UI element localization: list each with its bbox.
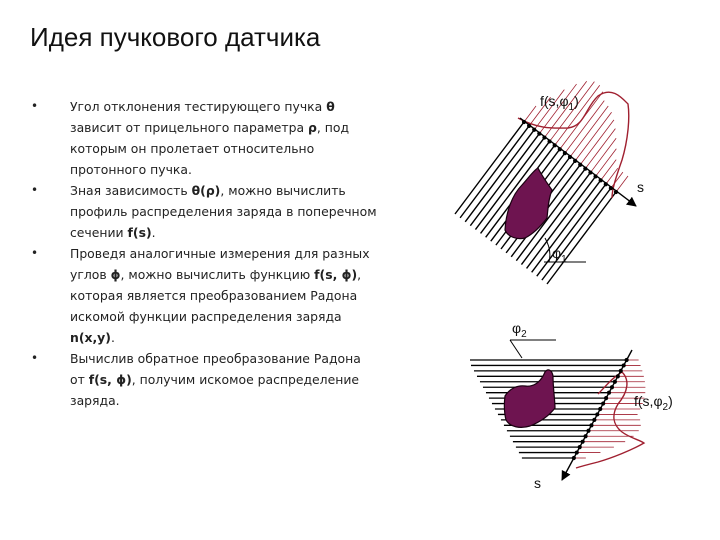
detector-dot — [583, 167, 587, 171]
bullet-dot-icon: • — [31, 246, 39, 260]
detector-dot — [622, 363, 626, 367]
bullet-term: f(s, ϕ) — [314, 267, 358, 282]
detector-dot — [586, 429, 590, 433]
profile-hatch-line — [575, 112, 611, 161]
detector-dot — [595, 412, 599, 416]
detector-dot — [532, 128, 536, 132]
detector-dot — [568, 155, 572, 159]
detector-dot — [593, 174, 597, 178]
detector-dot — [583, 434, 587, 438]
detector-dot — [558, 147, 562, 151]
detector-dot — [601, 401, 605, 405]
bullet-text: которая является преобразованием Радона — [70, 288, 358, 303]
slide-title: Идея пучкового датчика — [30, 22, 321, 52]
bullet-text: зависит от прицельного параметра — [70, 120, 309, 135]
detector-dot — [578, 163, 582, 167]
bullet-text: , получим искомое распределение — [131, 372, 359, 387]
profile-hatch-line — [590, 138, 616, 172]
detector-dot — [589, 423, 593, 427]
bullet-text: . — [110, 330, 115, 345]
bullet-text: , можно вычислить — [220, 183, 346, 198]
detector-dot — [609, 186, 613, 190]
bullet-text: . — [151, 225, 156, 240]
bullet-text: Угол отклонения тестирующего пучка — [70, 99, 327, 114]
bullet-text: Проведя аналогичные измерения для разных — [70, 246, 370, 261]
bullet-text: от — [70, 372, 89, 387]
s-label-bottom: s — [534, 475, 541, 491]
bullet-term: ϕ — [110, 267, 121, 282]
angle-label-top: $\varphi_1$ — [552, 245, 567, 265]
bullet-text: искомой функции распределения заряда — [70, 309, 342, 324]
detector-dot — [542, 135, 546, 139]
charge-blob-bottom — [504, 370, 555, 427]
bullet-dot-icon: • — [31, 183, 39, 197]
detector-dot — [547, 139, 551, 143]
bullet-text: , можно вычислить функцию — [120, 267, 315, 282]
angle-arc-bottom — [510, 340, 522, 358]
bullet-text: заряда. — [70, 393, 120, 408]
func-label-top: $f(s,\varphi_1)$ — [540, 93, 579, 113]
detector-dot — [522, 120, 526, 124]
bullet-dot-icon: • — [31, 351, 39, 365]
bullet-term: f(s, ϕ) — [88, 372, 132, 387]
bullet-dot-icon: • — [31, 99, 39, 113]
projection-top — [455, 81, 644, 284]
profile-hatch-line — [601, 160, 617, 181]
projection-bottom — [470, 320, 673, 491]
detector-dot — [527, 124, 531, 128]
func-label-bottom: $f(s,\varphi_2)$ — [634, 393, 673, 413]
detector-dot — [592, 418, 596, 422]
detector-dot — [607, 391, 611, 395]
s-label-top: s — [637, 179, 644, 195]
detector-dot — [604, 396, 608, 400]
detector-dot — [616, 374, 620, 378]
detector-dot — [588, 170, 592, 174]
detector-dot — [599, 178, 603, 182]
bullet-term: θ — [326, 99, 335, 114]
bullet-text: углов — [70, 267, 111, 282]
detector-dot — [537, 132, 541, 136]
bullet-term: n(x,y) — [70, 330, 111, 345]
detector-dot — [613, 380, 617, 384]
detector-dot — [578, 445, 582, 449]
bullet-text: , — [357, 267, 362, 282]
profile-hatch-line — [570, 106, 608, 157]
bullet-text: Вычислив обратное преобразование Радона — [70, 351, 361, 366]
detector-dot — [610, 385, 614, 389]
bullet-term: ρ — [308, 120, 317, 135]
detector-dot — [575, 450, 579, 454]
bullet-text: профиль распределения заряда в поперечном — [70, 204, 377, 219]
bullet-text: протонного пучка. — [70, 162, 192, 177]
profile-hatch-line — [585, 129, 615, 169]
detector-dot — [619, 369, 623, 373]
bullet-text: которым он пролетает относительно — [70, 141, 315, 156]
bullet-text: Зная зависимость — [70, 183, 192, 198]
detector-dot — [553, 143, 557, 147]
detector-dot — [614, 190, 618, 194]
profile-hatch-line — [596, 149, 617, 177]
detector-dot — [625, 358, 629, 362]
detector-dot — [598, 407, 602, 411]
detector-dot — [572, 456, 576, 460]
bullet-term: θ(ρ) — [191, 183, 221, 198]
detector-dot — [573, 159, 577, 163]
detector-dot — [604, 182, 608, 186]
detector-dot — [581, 440, 585, 444]
bullet-text: , под — [316, 120, 350, 135]
bullet-text: сечении — [70, 225, 128, 240]
bullet-term: f(s) — [127, 225, 152, 240]
profile-hatch-line — [544, 81, 586, 137]
detector-dot — [563, 151, 567, 155]
angle-label-bottom: $\varphi_2$ — [512, 320, 527, 340]
